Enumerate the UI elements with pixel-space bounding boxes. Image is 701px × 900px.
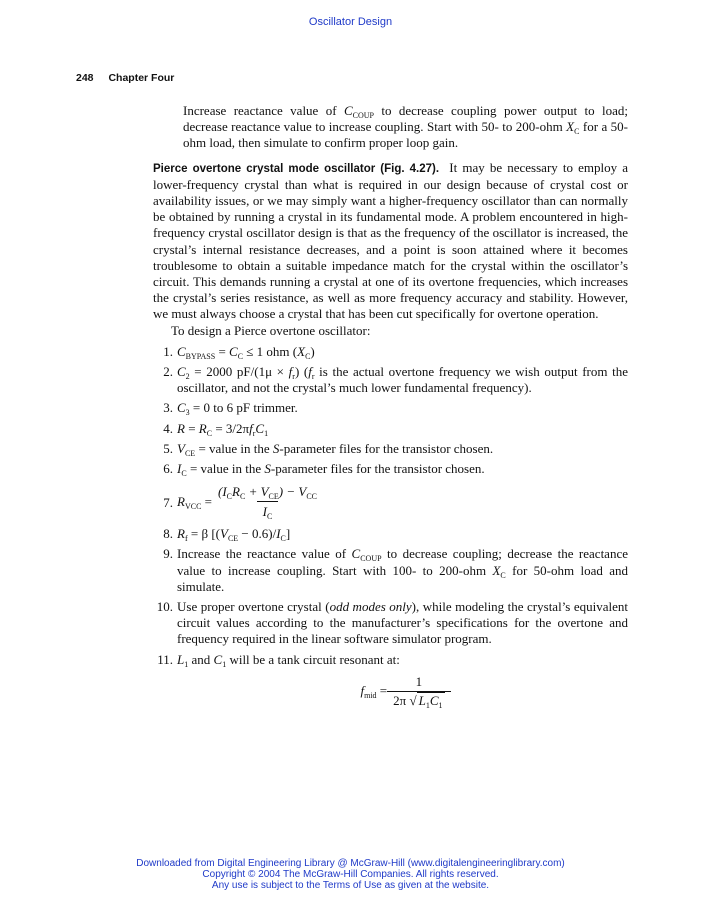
step-10: 10. Use proper overtone crystal (odd modes only), while modeling the crystal’s equivalent circuit values according to the manufacturer’s specifications for the overtone and frequency required in the linear software simulator program. (156, 599, 628, 647)
footer-terms-link[interactable]: Any use is subject to the Terms of Use as given at the website. (211, 880, 490, 891)
header-title-link[interactable]: Oscillator Design (308, 16, 393, 28)
step-2: 2. $C_2 = 2000$ $pF/(1\mu \times f_r)$ ($f_r$ is the actual overtone frequency we wish output from the oscillator, and not the crystal’s much lower fundamental frequency). (163, 364, 628, 396)
step-8: 8. $R_f = \beta$ $[(V_{CE} - 0.6)/I_C]$ (163, 526, 291, 544)
step-7-fraction: $\frac{(I_CR_C + V_{CE}) - V_{CC}}{I_C}$ (218, 484, 317, 522)
fmid-fraction: $\frac{1}{2\pi √ L_1C_1}$ (387, 674, 450, 709)
footer (0, 858, 701, 891)
footer-copyright-link[interactable]: Copyright © 2004 The McGraw-Hill Companies. All rights reserved. (202, 869, 499, 880)
step-1: 1. $C_{BYPASS} = C_C \le 1$ ohm $(X_C)$ (163, 343, 315, 361)
running-head (76, 72, 174, 84)
intro-paragraph: Increase reactance value of $C_{COUP}$ to decrease coupling power output to load; decrease reactance value to increase coupling. Start with 50- to 200-ohm $X_C$ for a 50-ohm load, then simulate to confirm proper loop gain. (183, 103, 628, 151)
step-9: 9. Increase the reactance value of $C_{COUP}$ to decrease coupling; decrease the reactance value to increase coupling. Start with 100- to 200-ohm $X_C$ for 50-ohm load and simulate. (163, 546, 628, 594)
main-text (153, 103, 628, 709)
step-7: 7. $R_{VCC}$ = $\frac{(I_CR_C + V_{CE}) - V_{CC}}{I_C}$ (153, 483, 628, 520)
chapter-title: Chapter Four (108, 72, 175, 84)
section-paragraph: Pierce overtone crystal mode oscillator (Fig. 4.27). It may be necessary to employ a lower-frequency crystal than what is required in our design because of crystal cost or availability issues, or we may simply want a higher-frequency oscillator than can normally be obtained by running a crystal in its fundamental mode. A problem encountered in high-frequency crystal oscillator design is that as the frequency of the oscillator is increased, the crystal’s internal resistance decreases, and a point is soon attained where it becomes troublesome to obtain a suitable impedance match for the crystal within the oscillator’s circuit. This demands running a crystal at one of its overtone frequencies, which increases the crystal’s series resistance, as well as more frequency accuracy and stability. However, we must always choose a crystal that has been cut specifically for overtone operation. (153, 159, 629, 322)
page-number: 248 (76, 72, 94, 84)
step-3: 3. $C_3 = 0$ to 6 pF trimmer. (163, 400, 298, 418)
footer-download-link[interactable]: Downloaded from Digital Engineering Library @ McGraw-Hill (www.digitalengineeringlibrary.com) (136, 858, 565, 869)
design-steps (153, 344, 628, 668)
step-4: 4. $R = R_C = 3/2\pi f_rC_1$ (163, 420, 269, 438)
step-6: 6. $I_C$ = value in the S-parameter files for the transistor chosen. (163, 461, 485, 479)
step-11: 11. $L_1$ and $C_1$ will be a tank circuit resonant at: (157, 651, 400, 669)
design-lead: To design a Pierce overtone oscillator: (171, 322, 371, 338)
fmid-formula: $f_{mid}$ = $\frac{1}{2\pi √ L_1C_1}$ (153, 674, 628, 709)
section-heading: Pierce overtone crystal mode oscillator (Fig. 4.27). (153, 162, 440, 175)
step-5: 5. $V_{CE}$ = value in the S-parameter files for the transistor chosen. (163, 440, 494, 458)
